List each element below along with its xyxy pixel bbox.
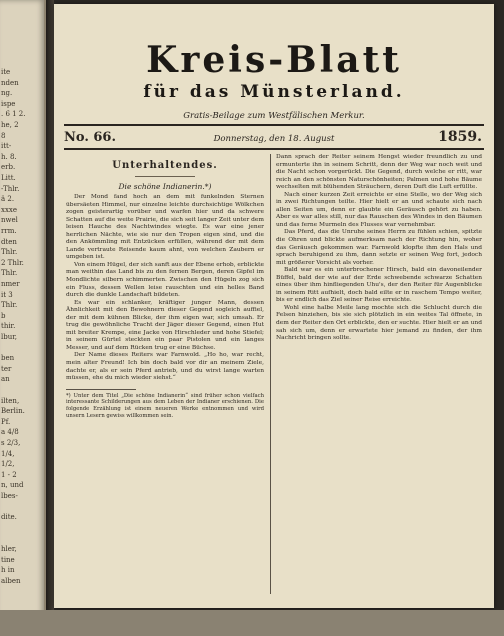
adjacent-page-line: ispe — [1, 99, 16, 108]
paragraph: Wohl eine halbe Meile lang mochte sich die Schlucht durch die Felsen hinziehen, bis sie sich plötzlich in ein weites Tal öffnete, in dem der Reiter den Ort erblickte, den er suchte. Hier hielt er an und sah sich um, denn er erwartete hier jemand zu finden, der ihm Nachricht bringen sollte. — [276, 304, 482, 342]
scan-bottom-edge — [0, 610, 504, 636]
left-column — [66, 154, 264, 420]
adjacent-page-line: dite. — [1, 513, 17, 522]
newspaper-page — [54, 4, 494, 608]
adjacent-page-line: itt- — [1, 142, 12, 151]
adjacent-page-line: nmer — [1, 280, 20, 288]
adjacent-page-line: 1 - 2 — [1, 470, 17, 479]
adjacent-page-line: ben — [1, 354, 15, 363]
paragraph: Nach einer kurzen Zeit erreichte er eine Stelle, wo der Weg sich in zwei Richtungen teilte. Hier hielt er an und schaute sich nach allen Seiten um, denn er glaubte ein Geräusch gehört zu haben. Aber es war alles still, nur das Rauschen des Windes in den Bäumen und das ferne Murmeln des Flusses war vernehmbar. — [276, 191, 482, 228]
adjacent-page-line: n, und — [1, 481, 24, 490]
adjacent-page-line: 1/4, — [1, 449, 15, 458]
adjacent-page-line: rrm. — [1, 227, 17, 235]
adjacent-page-line: ite — [1, 68, 11, 76]
paragraph: Von einem Hügel, der sich sanft aus der Ebene erhob, erblickte man weithin das Land bis zu den fernen Bergen, deren Gipfel im Mondlichte silbern schimmerten. Zwischen den Hügeln zog sich ein Fluss, dessen Wellen leise rauschten und ein helles Band durch die dunkle Landschaft bildeten. — [66, 261, 264, 299]
issue-number: No. 66. — [64, 130, 116, 145]
right-column — [276, 154, 482, 343]
footnote-rule — [66, 389, 136, 390]
adjacent-page-line: nwel — [1, 216, 18, 225]
adjacent-page-line: . 6 1 2. — [1, 110, 26, 119]
adjacent-page-line: h. 8. — [1, 152, 17, 161]
adjacent-page-line: a 4/8 — [1, 428, 19, 437]
adjacent-page-line: 8 — [1, 131, 6, 140]
issue-date: Donnerstag, den 18. August — [213, 134, 335, 144]
header-rule-bottom — [64, 148, 484, 150]
adjacent-page-line: thir. — [1, 322, 16, 331]
adjacent-page-line: dten — [1, 237, 17, 246]
adjacent-page-line: an — [1, 375, 10, 384]
issue-year: 1859. — [438, 129, 482, 145]
paragraph: Das Pferd, das die Unruhe seines Herrn zu fühlen schien, spitzte die Ohren und blickte aufmerksam nach der Richtung hin, woher das Geräusch gekommen war. Farnwold klopfte ihm den Hals und sprach beruhigend zu ihm, dann setzte er seinen Weg fort, jedoch mit größerer Vorsicht als vorher. — [276, 229, 482, 266]
paragraph: Dann sprach der Reiter seinem Hengst wieder freundlich zu und ermunterte ihn in seinem Schritt, denn der Weg war noch weit und die Nacht schon vorgerückt. Die Gegend, durch welche er ritt, war reich an den schönsten Naturschönheiten; Palmen und hohe Bäume wechselten mit blühenden Sträuchern, deren Duft die Luft erfüllte. — [276, 154, 482, 191]
paragraph: Der Mond fand hoch an dem mit funkelnden Sternen übersäeten Himmel, nur einzelne leichte durchsichtige Wölkchen zogen geisterartig vorüber und warfen hier und da schwere Schatten auf die weite Prairie, die sich seit langer Zeit unter dem leisen Hauche des Nachtwindes wiegte. Es war eine jener herrlichen Nächte, wie sie nur den Tropen eigen sind, und die den Ankömmling mit Entzücken erfüllen, während der mit dem Lande vertraute Reisende kaum ahnt, von welchen Zaubern er umgeben ist. — [66, 194, 264, 261]
article-title: Die schöne Indianerin.*) — [118, 182, 212, 191]
paragraph: Der Name dieses Reiters war Farnwold. „Ho ho, war recht, mein alter Freund! Ich bin doch bald vor dir an meinem Ziele, dachte er, als er sein Pferd antrieb, und du wirst lange warten müssen, ehe du mich wieder siehst.“ — [66, 352, 264, 382]
adjacent-page-line: s 2/3, — [1, 439, 21, 447]
masthead-subtitle: für das Münsterland. — [143, 82, 405, 102]
adjacent-page — [0, 0, 46, 636]
supplement-note: Gratis-Beilage zum Westfälischen Merkur. — [183, 111, 365, 121]
adjacent-page-line: ng. — [1, 89, 13, 98]
adjacent-page-line: Litt. — [1, 174, 16, 182]
adjacent-page-line: nden — [1, 78, 19, 87]
adjacent-page-line: 1/2, — [1, 460, 15, 469]
adjacent-page-line: erb. — [1, 163, 16, 172]
adjacent-page-line: it 3 — [1, 290, 13, 299]
adjacent-page-line: hler, — [1, 545, 17, 553]
adjacent-page-line: Thlr. — [1, 248, 18, 257]
adjacent-page-line: he, 2 — [1, 121, 19, 129]
section-heading: Unterhaltendes. — [112, 160, 218, 171]
adjacent-page-line: tine — [1, 555, 15, 564]
adjacent-page-line: b — [1, 311, 6, 320]
adjacent-page-line: alben — [1, 576, 21, 585]
adjacent-page-line: Pf. — [1, 417, 11, 426]
header-rule-top — [64, 124, 484, 126]
adjacent-page-line: h in — [1, 566, 15, 575]
footnote: *) Unter dem Titel „Die schöne Indianerin“ sind früher schon vielfach interessante Schilderungen aus dem Leben der Indianer erschienen. Die folgende Erzählung ist einem neueren Werke entnommen und wird unsern Lesern gewiss willkommen sein. — [66, 392, 264, 420]
adjacent-page-line: lbur, — [1, 333, 18, 341]
adjacent-page-line: ter — [1, 364, 12, 373]
section-rule — [135, 176, 195, 177]
binding-gutter — [46, 0, 54, 636]
issue-info-line — [64, 127, 484, 147]
masthead-title: Kreis-Blatt — [146, 39, 402, 81]
paragraph: Es war ein schlanker, kräftiger junger Mann, dessen Ähnlichkeit mit den Bewohnern dieser Gegend sogleich auffiel, der mit dem kühnen Blicke, der ihm eigen war, sich umsah. Er trug die gewöhnliche Tracht der Jäger dieser Gegend, einen Hut mit breiter Krempe, eine Jacke von Hirschleder und hohe Stiefel; in seinem Gürtel steckten ein paar Pistolen und ein langes Messer, und auf dem Rücken trug er eine Büchse. — [66, 299, 264, 351]
adjacent-page-line: -Thlr. — [1, 184, 20, 193]
paragraph: Bald war es ein unterbrochener Hirsch, bald ein davoneilender Büffel, bald der wie auf der Erde schwebende schwarze Schatten eines über ihm hinfliegenden Uhu's, der den Reiter für Augenblicke in seinem Ritt aufhielt, doch bald eilte er in raschem Tempo weiter, bis er endlich das Ziel seiner Reise erreichte. — [276, 267, 482, 304]
adjacent-page-line: Thlr. — [1, 269, 18, 278]
adjacent-page-line: xxxe — [1, 205, 17, 214]
adjacent-page-line: ä 2. — [1, 195, 15, 204]
column-divider — [270, 154, 271, 594]
adjacent-page-line: ilten, — [1, 396, 20, 405]
adjacent-page-line: Thlr. — [1, 301, 18, 310]
adjacent-page-line: lbes- — [1, 492, 18, 500]
adjacent-page-line: Berlin. — [1, 407, 25, 416]
adjacent-page-line: 2 Thlr. — [1, 258, 24, 267]
